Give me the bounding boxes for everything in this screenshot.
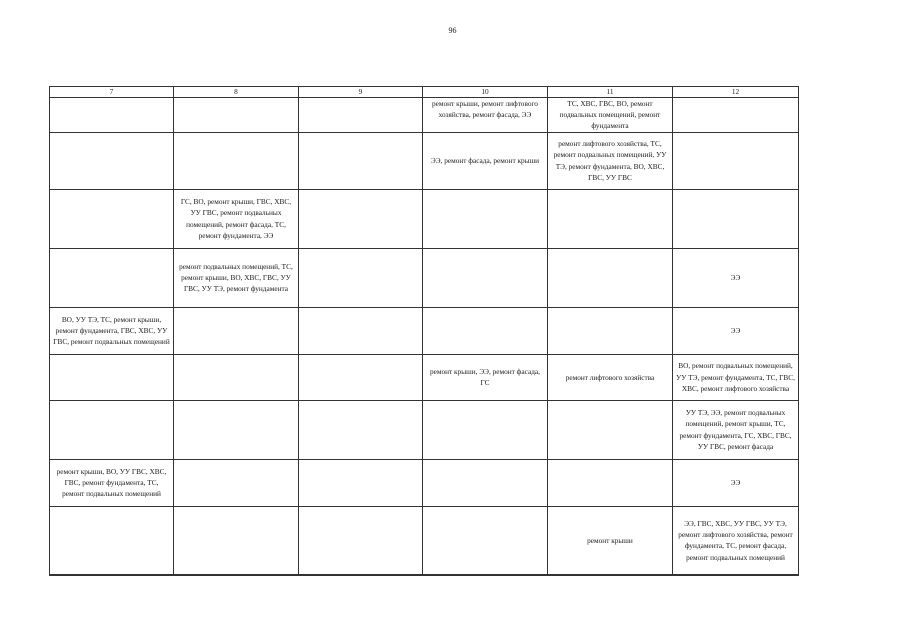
table-cell xyxy=(299,506,423,575)
table-cell xyxy=(299,132,423,189)
table-cell xyxy=(423,400,548,459)
table-cell: ремонт подвальных помещений, ТС, ремонт крыши, ВО, ХВС, ГВС, УУ ГВС, УУ ТЭ, ремонт фундамента xyxy=(174,248,299,307)
table-cell xyxy=(299,98,423,133)
data-table xyxy=(49,86,799,576)
table-cell: ремонт крыши, ремонт лифтового хозяйства, ремонт фасада, ЭЭ xyxy=(423,98,548,133)
table-row xyxy=(50,506,799,575)
table-cell xyxy=(673,189,799,248)
table-cell xyxy=(50,400,174,459)
table-cell xyxy=(174,354,299,400)
table-cell xyxy=(174,400,299,459)
table-cell xyxy=(299,459,423,506)
table-cell xyxy=(548,459,673,506)
table-cell: ВО, ремонт подвальных помещений, УУ ТЭ, ремонт фундамента, ТС, ГВС, ХВС, ремонт лифтового хозяйства xyxy=(673,354,799,400)
table-cell: ВО, УУ ТЭ, ТС, ремонт крыши, ремонт фундамента, ГВС, ХВС, УУ ГВС, ремонт подвальных помещений xyxy=(50,307,174,354)
table-cell xyxy=(423,307,548,354)
table-cell: ЭЭ, ГВС, ХВС, УУ ГВС, УУ ТЭ, ремонт лифтового хозяйства, ремонт фундамента, ТС, ремонт фасада, ремонт подвальных помещений xyxy=(673,506,799,575)
table-cell xyxy=(299,189,423,248)
column-header: 9 xyxy=(299,87,423,98)
header-row xyxy=(50,87,799,98)
column-header: 8 xyxy=(174,87,299,98)
table-row xyxy=(50,189,799,248)
table-cell xyxy=(174,506,299,575)
column-header: 11 xyxy=(548,87,673,98)
table-cell: ремонт крыши, ВО, УУ ГВС, ХВС, ГВС, ремонт фундамента, ТС, ремонт подвальных помещений xyxy=(50,459,174,506)
table-cell xyxy=(423,506,548,575)
table-cell xyxy=(50,354,174,400)
table-row xyxy=(50,98,799,133)
table-cell xyxy=(299,354,423,400)
table-cell xyxy=(50,248,174,307)
table-cell xyxy=(50,98,174,133)
table-cell xyxy=(548,189,673,248)
table-cell xyxy=(423,248,548,307)
table-cell xyxy=(423,459,548,506)
table-row xyxy=(50,132,799,189)
table-cell xyxy=(548,307,673,354)
table-cell: ГС, ВО, ремонт крыши, ГВС, ХВС, УУ ГВС, ремонт подвальных помещений, ремонт фасада, ТС, ремонт фундамента, ЭЭ xyxy=(174,189,299,248)
table-cell: ремонт крыши xyxy=(548,506,673,575)
table-cell xyxy=(548,248,673,307)
table-cell: ЭЭ xyxy=(673,459,799,506)
table-cell: ЭЭ xyxy=(673,307,799,354)
table-cell xyxy=(299,307,423,354)
table-cell xyxy=(299,248,423,307)
table-cell: УУ ТЭ, ЭЭ, ремонт подвальных помещений, ремонт крыши, ТС, ремонт фундамента, ГС, ХВС, ГВС, УУ ГВС, ремонт фасада xyxy=(673,400,799,459)
table-cell xyxy=(548,400,673,459)
table-cell xyxy=(174,459,299,506)
table-cell xyxy=(423,189,548,248)
table-row xyxy=(50,459,799,506)
column-header: 7 xyxy=(50,87,174,98)
table-cell: ремонт лифтового хозяйства, ТС, ремонт подвальных помещений, УУ ТЭ, ремонт фундамента, ВО, ХВС, ГВС, УУ ГВС xyxy=(548,132,673,189)
column-header: 12 xyxy=(673,87,799,98)
table-cell: ТС, ХВС, ГВС, ВО, ремонт подвальных помещений, ремонт фундамента xyxy=(548,98,673,133)
table-cell xyxy=(174,98,299,133)
table-cell: ремонт лифтового хозяйства xyxy=(548,354,673,400)
table-cell xyxy=(299,400,423,459)
table-row xyxy=(50,248,799,307)
table-cell xyxy=(673,132,799,189)
table-cell xyxy=(673,98,799,133)
table-cell: ремонт крыши, ЭЭ, ремонт фасада, ГС xyxy=(423,354,548,400)
table-cell xyxy=(174,132,299,189)
table-row xyxy=(50,354,799,400)
table-cell xyxy=(50,506,174,575)
table-cell xyxy=(50,132,174,189)
table-cell: ЭЭ xyxy=(673,248,799,307)
column-header: 10 xyxy=(423,87,548,98)
table-cell: ЭЭ, ремонт фасада, ремонт крыши xyxy=(423,132,548,189)
table-row xyxy=(50,307,799,354)
table-row xyxy=(50,400,799,459)
table-cell xyxy=(174,307,299,354)
table-cell xyxy=(50,189,174,248)
page-number: 96 xyxy=(448,26,457,35)
